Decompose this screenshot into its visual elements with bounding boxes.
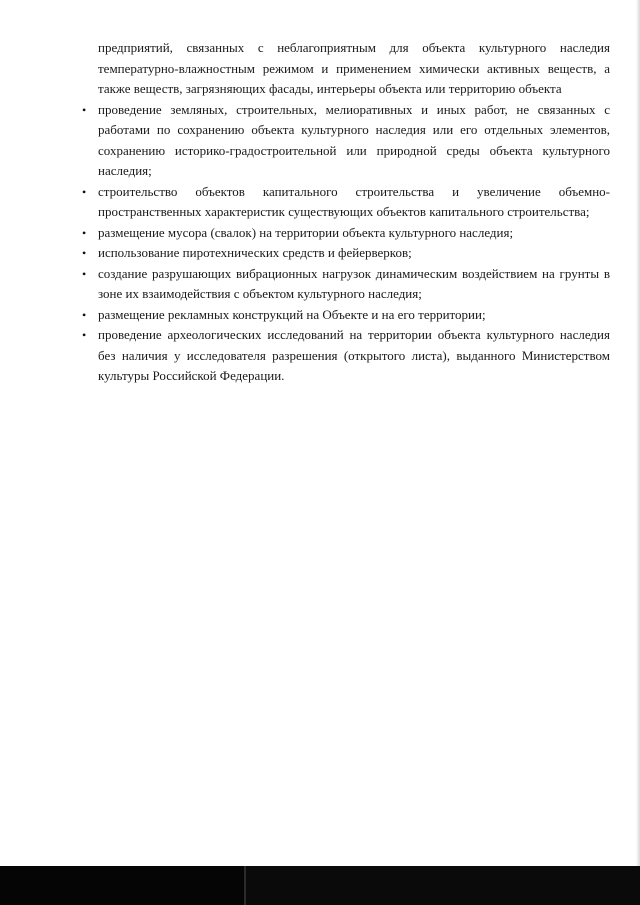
scan-bottom-border [0,866,640,905]
bullet-icon: • [82,184,87,199]
bullet-icon: • [82,225,87,240]
list-item-text: использование пиротехнических средств и фейерверков; [98,245,412,260]
continuation-paragraph: предприятий, связанных с неблагоприятным для объекта культурного наследия температурно-влажностным режимом и применением химически активных веществ, а также веществ, загрязняющих фасады, интерьеры объекта или территорию объекта [98,40,610,96]
bullet-icon: • [82,328,87,342]
bullet-icon: • [82,246,87,260]
document-body [82,38,610,387]
scan-bottom-left-block [0,866,244,905]
list-item-text: строительство объектов капитального строительства и увеличение объемно-пространственных характеристик существующих объектов капитального строительства; [98,183,610,219]
scan-bottom-divider [244,866,246,905]
bullet-icon: • [82,102,87,117]
list-item [82,182,610,223]
list-item [82,305,610,326]
list-item-text: размещение мусора (свалок) на территории объекта культурного наследия; [98,224,514,240]
list-item-text: проведение археологических исследований на территории объекта культурного наследия без наличия у исследователя разрешения (открытого листа), выданного Министерством культуры Российской Федерации. [98,327,610,383]
list-item [82,264,610,305]
list-item [82,223,610,244]
list-item [82,100,610,182]
list-item [82,243,610,264]
scan-edge-shadow [636,0,640,866]
bullet-icon: • [82,266,87,281]
bullet-icon: • [82,307,87,322]
list-item-text: создание разрушающих вибрационных нагрузок динамическим воздействием на грунты в зоне их взаимодействия с объектом культурного наследия; [98,265,610,301]
list-item-text: размещение рекламных конструкций на Объекте и на его территории; [98,306,486,322]
list-item [82,325,610,387]
list-item-text: проведение земляных, строительных, мелиоративных и иных работ, не связанных с работами по сохранению объекта культурного наследия или его отдельных элементов, сохранению историко-градостроительной или природной среды объекта культурного наследия; [98,101,610,178]
